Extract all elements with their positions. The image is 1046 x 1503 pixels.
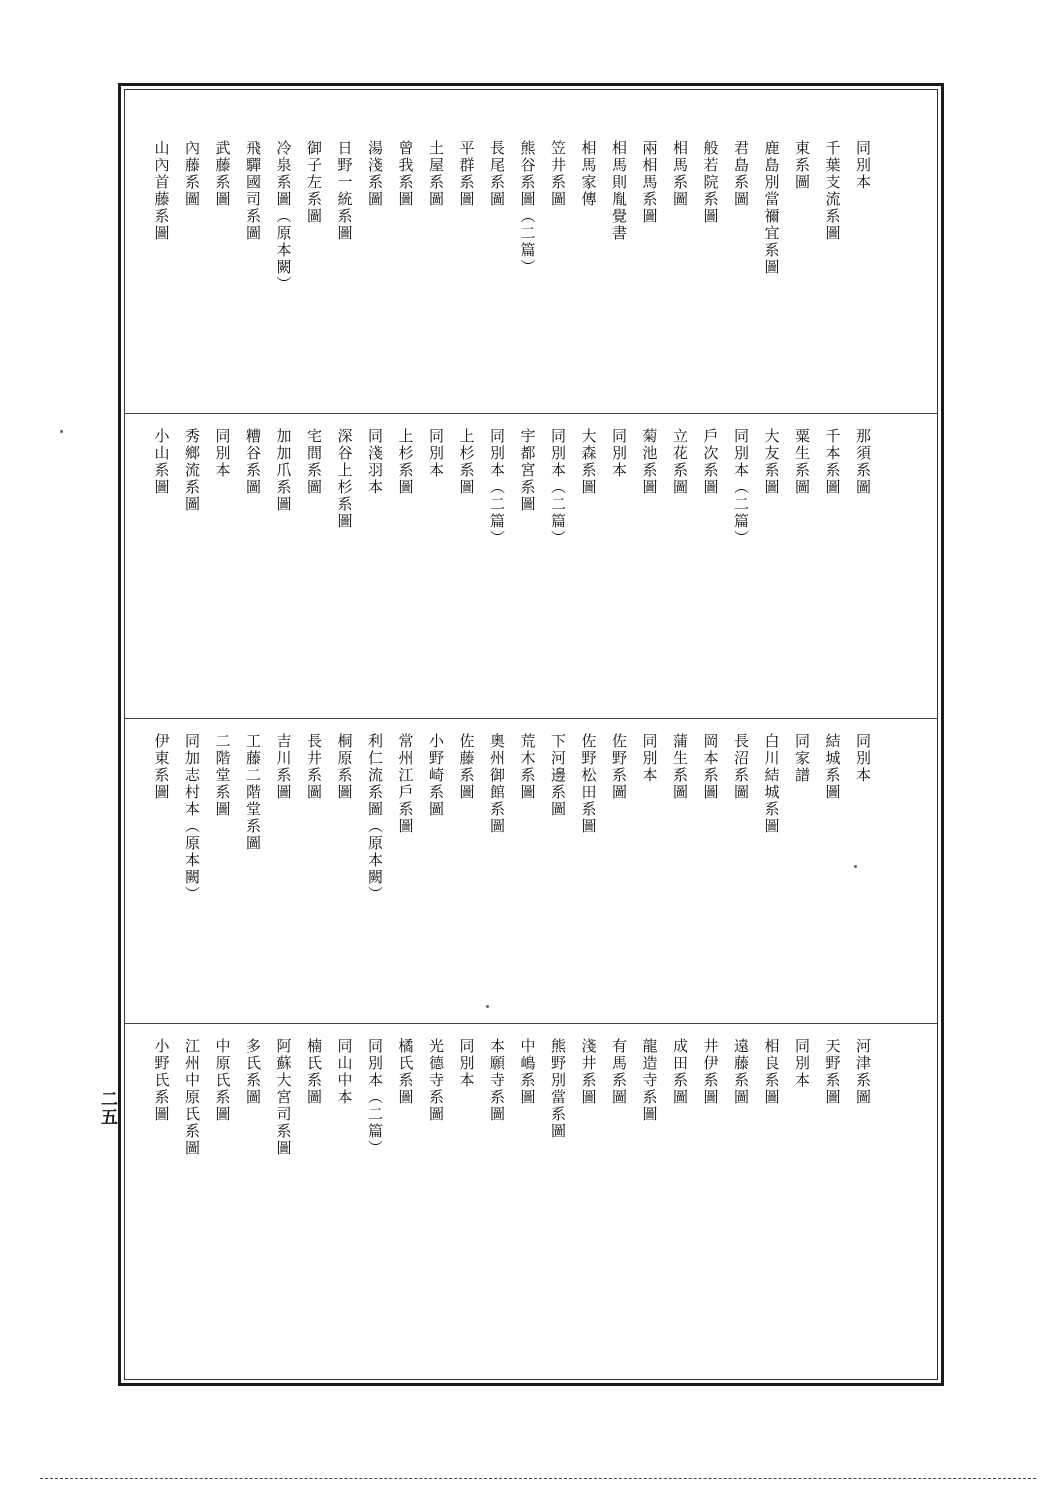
catalog-entry: 宅間系圖 bbox=[305, 428, 323, 496]
catalog-entry: 深谷上杉系圖 bbox=[335, 428, 354, 530]
catalog-entry: 二階堂系圖 bbox=[213, 733, 232, 818]
catalog-entry: 君島系圖 bbox=[732, 140, 750, 208]
catalog-entry: 菊池系圖 bbox=[640, 428, 659, 496]
bottom-scan-rule bbox=[40, 1478, 1036, 1479]
catalog-entry: 立花系圖 bbox=[671, 428, 689, 496]
catalog-entry: 般若院系圖 bbox=[701, 140, 720, 225]
catalog-entry: 井伊系圖 bbox=[701, 1038, 720, 1106]
catalog-entry: 小野崎系圖 bbox=[427, 733, 445, 818]
catalog-entry: 熊谷系圖（二篇） bbox=[518, 140, 537, 276]
section-divider bbox=[124, 1023, 938, 1024]
catalog-entry: 天野系圖 bbox=[823, 1038, 842, 1106]
catalog-section-4 bbox=[146, 1038, 878, 1320]
catalog-entry: 上杉系圖 bbox=[396, 428, 415, 496]
catalog-entry: 長井系圖 bbox=[305, 733, 323, 801]
catalog-section-3 bbox=[146, 733, 878, 1015]
catalog-section-1 bbox=[146, 140, 878, 405]
section-divider bbox=[124, 413, 938, 414]
catalog-entry: 同別本（二篇） bbox=[549, 428, 567, 547]
catalog-entry: 蒲生系圖 bbox=[671, 733, 689, 801]
catalog-entry: 長尾系圖 bbox=[488, 140, 506, 208]
catalog-entry: 本願寺系圖 bbox=[488, 1038, 506, 1123]
catalog-entry: 武藤系圖 bbox=[213, 140, 232, 208]
catalog-entry: 荒木系圖 bbox=[518, 733, 537, 801]
catalog-entry: 上杉系圖 bbox=[457, 428, 476, 496]
catalog-entry: 同別本 bbox=[640, 733, 659, 784]
catalog-entry: 同別本 bbox=[213, 428, 232, 479]
catalog-entry: 同山中本 bbox=[335, 1038, 354, 1106]
catalog-entry: 秀鄉流系圖 bbox=[183, 428, 201, 513]
catalog-entry: 湯淺系圖 bbox=[366, 140, 384, 208]
catalog-entry: 冷泉系圖（原本闕） bbox=[274, 140, 293, 293]
catalog-entry: 岡本系圖 bbox=[701, 733, 720, 801]
catalog-entry: 佐藤系圖 bbox=[457, 733, 476, 801]
catalog-entry: 相馬系圖 bbox=[671, 140, 689, 208]
catalog-entry: 千本系圖 bbox=[823, 428, 842, 496]
scan-speck bbox=[854, 865, 857, 868]
catalog-entry: 多氏系圖 bbox=[244, 1038, 262, 1106]
catalog-entry: 內藤系圖 bbox=[183, 140, 201, 208]
catalog-entry: 長沼系圖 bbox=[732, 733, 750, 801]
catalog-entry: 常州江戶系圖 bbox=[396, 733, 415, 835]
catalog-entry: 相馬家傳 bbox=[579, 140, 598, 208]
catalog-entry: 那須系圖 bbox=[854, 428, 872, 496]
catalog-entry: 成田系圖 bbox=[671, 1038, 689, 1106]
catalog-entry: 同別本 bbox=[854, 140, 872, 191]
catalog-entry: 淺井系圖 bbox=[579, 1038, 598, 1106]
catalog-entry: 奧州御館系圖 bbox=[488, 733, 506, 835]
catalog-section-2 bbox=[146, 428, 878, 710]
catalog-entry: 有馬系圖 bbox=[610, 1038, 628, 1106]
catalog-entry: 糟谷系圖 bbox=[244, 428, 262, 496]
catalog-entry: 中嶋系圖 bbox=[518, 1038, 537, 1106]
catalog-entry: 同別本 bbox=[457, 1038, 476, 1089]
catalog-entry: 戶次系圖 bbox=[701, 428, 720, 496]
catalog-entry: 小野氏系圖 bbox=[152, 1038, 171, 1123]
catalog-entry: 宇都宮系圖 bbox=[518, 428, 537, 513]
catalog-entry: 利仁流系圖（原本闕） bbox=[366, 733, 384, 903]
catalog-entry: 桐原系圖 bbox=[335, 733, 354, 801]
catalog-entry: 龍造寺系圖 bbox=[640, 1038, 659, 1123]
catalog-entry: 結城系圖 bbox=[823, 733, 842, 801]
catalog-entry: 飛驒國司系圖 bbox=[244, 140, 262, 242]
catalog-entry: 相良系圖 bbox=[762, 1038, 781, 1106]
catalog-entry: 同別本 bbox=[854, 733, 872, 784]
catalog-entry: 鹿島別當禰宜系圖 bbox=[762, 140, 781, 276]
catalog-entry: 熊野別當系圖 bbox=[549, 1038, 567, 1140]
catalog-entry: 御子左系圖 bbox=[305, 140, 323, 225]
catalog-entry: 吉川系圖 bbox=[274, 733, 293, 801]
catalog-entry: 同別本 bbox=[610, 428, 628, 479]
catalog-entry: 工藤二階堂系圖 bbox=[244, 733, 262, 852]
catalog-entry: 同別本 bbox=[427, 428, 445, 479]
catalog-entry: 河津系圖 bbox=[854, 1038, 872, 1106]
catalog-entry: 大森系圖 bbox=[579, 428, 598, 496]
catalog-entry: 大友系圖 bbox=[762, 428, 781, 496]
catalog-entry: 佐野松田系圖 bbox=[579, 733, 598, 835]
catalog-entry: 同淺羽本 bbox=[366, 428, 384, 496]
catalog-entry: 曾我系圖 bbox=[396, 140, 415, 208]
catalog-entry: 佐野系圖 bbox=[610, 733, 628, 801]
catalog-entry: 同別本（二篇） bbox=[732, 428, 750, 547]
catalog-entry: 兩相馬系圖 bbox=[640, 140, 659, 225]
section-divider bbox=[124, 718, 938, 719]
catalog-entry: 平群系圖 bbox=[457, 140, 476, 208]
catalog-entry: 相馬則胤覺書 bbox=[610, 140, 628, 242]
catalog-entry: 日野一統系圖 bbox=[335, 140, 354, 242]
catalog-entry: 加加爪系圖 bbox=[274, 428, 293, 513]
catalog-entry: 白川結城系圖 bbox=[762, 733, 781, 835]
catalog-entry: 江州中原氏系圖 bbox=[183, 1038, 201, 1157]
catalog-entry: 同別本（二篇） bbox=[366, 1038, 384, 1157]
catalog-entry: 光德寺系圖 bbox=[427, 1038, 445, 1123]
scan-speck bbox=[486, 1005, 489, 1008]
catalog-entry: 笠井系圖 bbox=[549, 140, 567, 208]
catalog-entry: 橘氏系圖 bbox=[396, 1038, 415, 1106]
catalog-entry: 千葉支流系圖 bbox=[823, 140, 842, 242]
catalog-entry: 同加志村本（原本闕） bbox=[183, 733, 201, 903]
catalog-entry: 同家譜 bbox=[793, 733, 811, 784]
catalog-entry: 阿蘇大宮司系圖 bbox=[274, 1038, 293, 1157]
catalog-entry: 伊東系圖 bbox=[152, 733, 171, 801]
catalog-entry: 楠氏系圖 bbox=[305, 1038, 323, 1106]
catalog-entry: 同別本（二篇） bbox=[488, 428, 506, 547]
catalog-entry: 東系圖 bbox=[793, 140, 811, 191]
catalog-entry: 山內首藤系圖 bbox=[152, 140, 171, 242]
catalog-entry: 下河邊系圖 bbox=[549, 733, 567, 818]
catalog-entry: 小山系圖 bbox=[152, 428, 171, 496]
catalog-entry: 同別本 bbox=[793, 1038, 811, 1089]
catalog-entry: 土屋系圖 bbox=[427, 140, 445, 208]
page-number: 二五 bbox=[97, 1090, 117, 1126]
scan-speck bbox=[60, 430, 63, 433]
catalog-entry: 粟生系圖 bbox=[793, 428, 811, 496]
catalog-entry: 遠藤系圖 bbox=[732, 1038, 750, 1106]
catalog-entry: 中原氏系圖 bbox=[213, 1038, 232, 1123]
